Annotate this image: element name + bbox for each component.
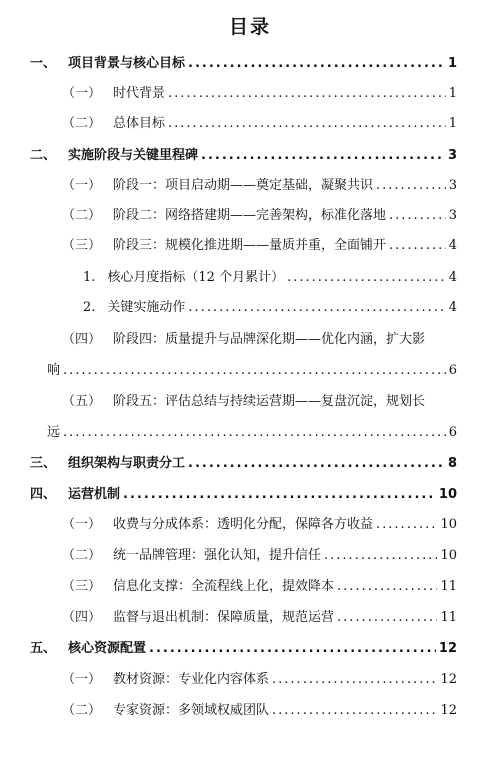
entry-number: （五） <box>62 394 102 409</box>
entry-title: 收费与分成体系：透明化分配，保障各方收益 <box>113 517 374 532</box>
entry-number: 一、 <box>30 56 57 71</box>
entry-title: 专家资源：多领域权威团队 <box>113 703 270 718</box>
entry-page: 10 <box>440 548 457 563</box>
entry-number: （二） <box>62 548 102 563</box>
entry-page: 11 <box>440 610 457 625</box>
entry-title: 监督与退出机制：保障质量，规范运营 <box>113 610 335 625</box>
leader-dots <box>168 84 446 104</box>
leader-dots <box>324 546 437 566</box>
entry-title: 时代背景 <box>113 86 166 101</box>
entry-number: （一） <box>62 672 102 687</box>
entry-page: 4 <box>448 270 457 285</box>
entry-title: 实施阶段与关键里程碑 <box>68 148 199 163</box>
leader-dots <box>389 236 446 256</box>
entry-page: 10 <box>440 517 457 532</box>
entry-number: （二） <box>62 116 102 131</box>
entry-page: 10 <box>438 487 457 502</box>
entry-page: 3 <box>448 208 457 223</box>
leader-dots <box>123 485 436 505</box>
entry-title: 项目背景与核心目标 <box>68 56 186 71</box>
entry-number: （一） <box>62 517 102 532</box>
leader-dots <box>287 268 446 288</box>
entry-title-continued: 远 <box>47 425 61 440</box>
leader-dots <box>188 298 445 318</box>
entry-number: （二） <box>62 703 102 718</box>
leader-dots <box>376 176 446 196</box>
entry-title: 核心月度指标（12 个月累计） <box>107 270 285 285</box>
entry-number: 三、 <box>30 456 57 471</box>
leader-dots <box>188 454 445 474</box>
entry-page: 6 <box>448 363 457 378</box>
leader-dots <box>389 206 446 226</box>
entry-number: （四） <box>62 610 102 625</box>
entry-number: （四） <box>62 332 102 347</box>
entry-page: 1 <box>448 86 457 101</box>
entry-page: 1 <box>448 116 457 131</box>
leader-dots <box>188 54 445 74</box>
entry-number: （二） <box>62 208 102 223</box>
entry-page: 11 <box>440 579 457 594</box>
entry-title: 阶段五：评估总结与持续运营期——复盘沉淀，规划长 <box>113 394 426 409</box>
entry-title: 总体目标 <box>113 116 166 131</box>
toc-title: 目录 <box>228 16 271 38</box>
entry-page: 3 <box>447 148 457 163</box>
entry-number: 2. <box>83 300 96 315</box>
leader-dots <box>201 146 445 166</box>
leader-dots <box>376 515 437 535</box>
entry-title: 阶段二：网络搭建期——完善架构，标准化落地 <box>113 208 387 223</box>
entry-number: 二、 <box>30 148 57 163</box>
entry-number: 五、 <box>30 641 57 656</box>
leader-dots <box>63 423 446 443</box>
entry-page: 12 <box>440 703 457 718</box>
entry-number: 四、 <box>30 487 57 502</box>
entry-title: 关键实施动作 <box>107 300 186 315</box>
entry-page: 8 <box>447 456 457 471</box>
entry-title: 组织架构与职责分工 <box>68 456 186 471</box>
entry-title: 阶段一：项目启动期——奠定基础，凝聚共识 <box>113 178 374 193</box>
entry-title-continued: 响 <box>47 363 61 378</box>
entry-number: （一） <box>62 178 102 193</box>
entry-page: 4 <box>448 238 457 253</box>
entry-title: 统一品牌管理：强化认知，提升信任 <box>113 548 322 563</box>
entry-page: 12 <box>438 641 457 656</box>
entry-title: 运营机制 <box>68 487 121 502</box>
leader-dots <box>337 577 437 597</box>
entry-number: （一） <box>62 86 102 101</box>
entry-page: 3 <box>448 178 457 193</box>
entry-page: 6 <box>448 425 457 440</box>
entry-title: 核心资源配置 <box>68 641 147 656</box>
leader-dots <box>63 361 446 381</box>
entry-page: 1 <box>447 56 457 71</box>
leader-dots <box>168 114 446 134</box>
entry-title: 教材资源：专业化内容体系 <box>113 672 270 687</box>
entry-page: 4 <box>448 300 457 315</box>
entry-title: 阶段四：质量提升与品牌深化期——优化内涵，扩大影 <box>113 332 426 347</box>
entry-number: （三） <box>62 579 102 594</box>
leader-dots <box>337 608 437 628</box>
leader-dots <box>272 670 437 690</box>
entry-page: 12 <box>440 672 457 687</box>
entry-title: 阶段三：规模化推进期——量质并重，全面铺开 <box>113 238 387 253</box>
entry-number: 1. <box>83 270 96 285</box>
entry-title: 信息化支撑：全流程线上化，提效降本 <box>113 579 335 594</box>
leader-dots <box>149 639 436 659</box>
entry-number: （三） <box>62 238 102 253</box>
leader-dots <box>272 701 437 721</box>
